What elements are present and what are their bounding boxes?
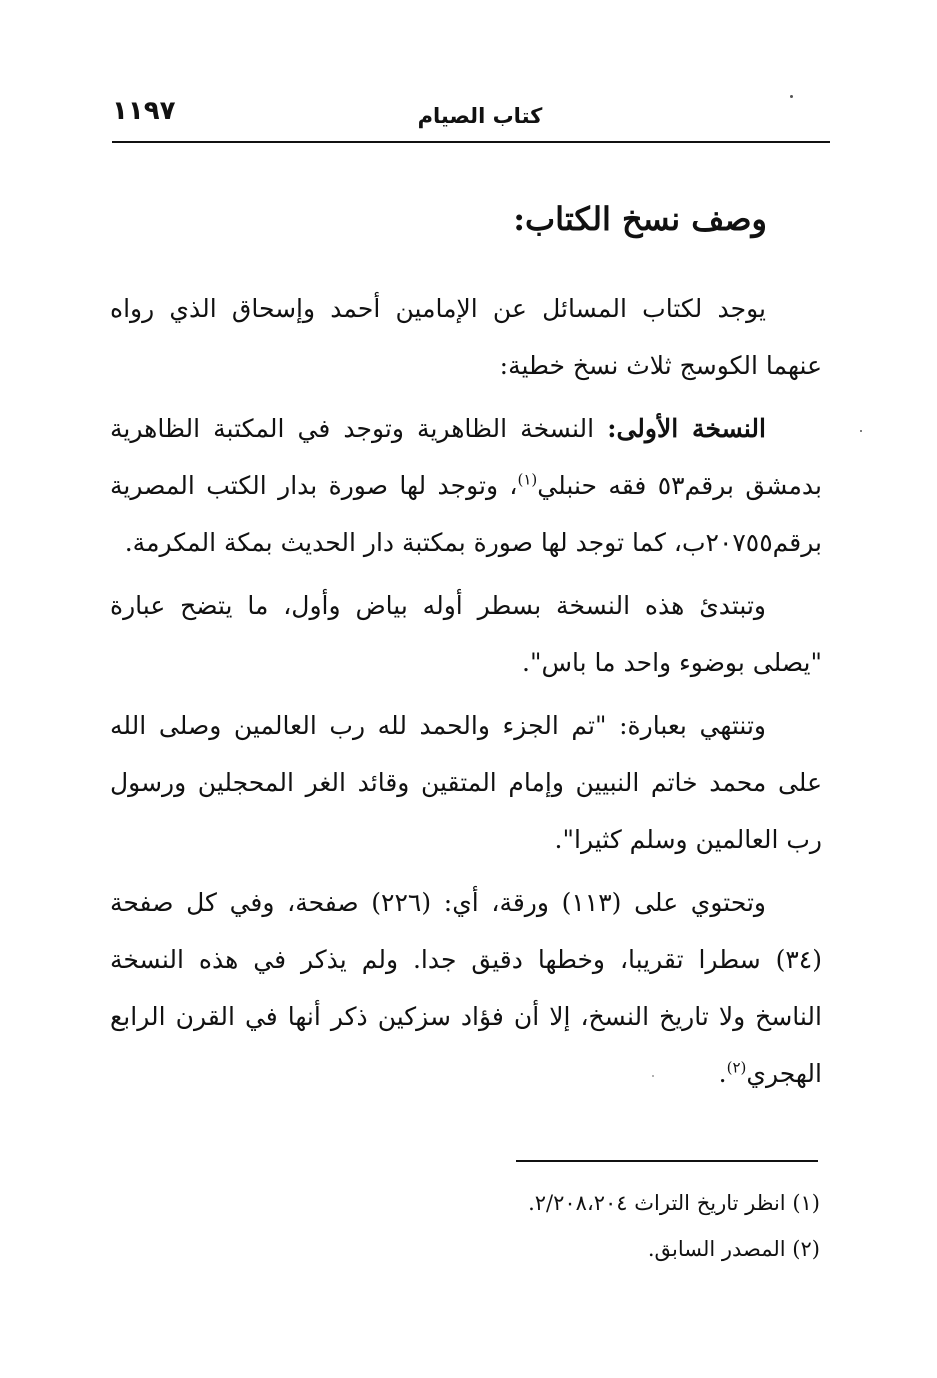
- paragraph-contents-end: .: [718, 1059, 727, 1088]
- footnote-ref-2: (٢): [726, 1058, 747, 1077]
- paragraph-ending: [110, 697, 822, 868]
- paragraph-beginning: [110, 577, 822, 691]
- section-title: وصف نسخ الكتاب:: [513, 200, 767, 238]
- running-title: كتاب الصيام: [417, 104, 543, 128]
- paragraph-contents: [110, 874, 822, 1102]
- paragraph-contents-text: وتحتوي على (١١٣) ورقة، أي: (٢٢٦) صفحة، وفي كل صفحة (٣٤) سطرا تقريبا، وخطها دقيق جدا. ولم يذكر في هذه النسخة الناسخ ولا تاريخ النسخ، إلا أن فؤاد سزكين ذكر أنها في القرن الرابع الهجري: [110, 888, 822, 1088]
- footnote-rule: [516, 1160, 818, 1162]
- paragraph-ending-text: وتنتهي بعبارة: "تم الجزء والحمد لله رب العالمين وصلى الله على محمد خاتم النبيين وإمام المتقين وقائد الغر المحجلين ورسول رب العالمين وسلم كثيرا".: [110, 711, 822, 854]
- page-number: ١١٩٧: [112, 96, 176, 126]
- first-copy-text-a: النسخة الظاهرية وتوجد في المكتبة الظاهرية بدمشق برقم٥٣ فقه حنبلي: [110, 414, 822, 500]
- first-copy-term: النسخة الأولى:: [607, 414, 766, 443]
- footnote-1: (١) انظر تاريخ التراث ٢/٢٠٨،٢٠٤.: [528, 1191, 820, 1215]
- paragraph-beginning-text: وتبتدئ هذه النسخة بسطر أوله بياض وأول، ما يتضح عبارة "يصلى بوضوء واحد ما باس".: [110, 591, 822, 677]
- footnote-ref-1: (١): [517, 470, 538, 489]
- paper-speck: [652, 1075, 654, 1077]
- footnote-2: (٢) المصدر السابق.: [647, 1237, 820, 1261]
- first-copy-text-b: ، وتوجد لها صورة بدار الكتب المصرية برقم٢٠٧٥٥ب، كما توجد لها صورة بمكتبة دار الحديث بمكة المكرمة.: [110, 471, 822, 557]
- paper-speck: [860, 430, 862, 432]
- body-text: [110, 280, 822, 1102]
- footnotes: [300, 1180, 820, 1272]
- paragraph-intro: [110, 280, 822, 394]
- paper-speck: [790, 95, 793, 98]
- header-rule: [112, 141, 830, 143]
- paragraph-first-copy: [110, 400, 822, 571]
- paragraph-intro-text: يوجد لكتاب المسائل عن الإمامين أحمد وإسحاق الذي رواه عنهما الكوسج ثلاث نسخ خطية:: [110, 294, 822, 380]
